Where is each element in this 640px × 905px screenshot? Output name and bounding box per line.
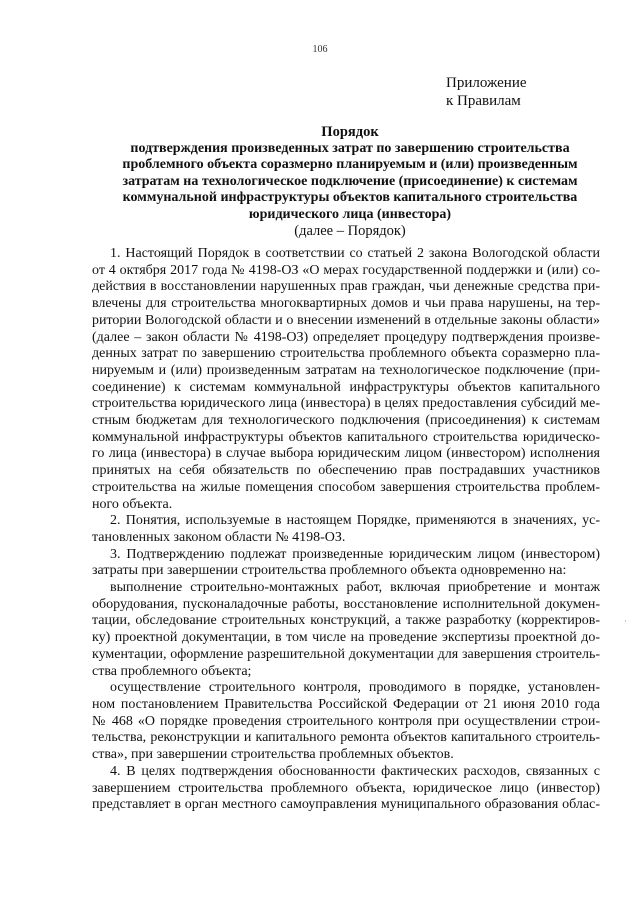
text-line: кументации, оформление разрешительной документации для завершения строитель- [92,646,600,662]
text-line: соединение) к системам коммунальной инфраструктуры объектов капитального [92,379,600,395]
text-line: влечены для строительства многоквартирных домов и чьи права нарушены, на тер- [92,296,600,312]
text-line: затраты при завершении строительства проблемного объекта одновременно на: [92,563,567,579]
text-line: оборудования, пусконаладочные работы, восстановление исполнительной докумен- [92,596,600,612]
text-line: завершением строительства проблемного объекта, юридическое лицо (инвестор) [92,780,600,796]
text-line: принятых на себя обязательств по обеспечению прав пострадавших участников [92,463,600,479]
text-line: ку) проектной документации, в том числе на проведение экспертизы проектной до- [92,630,600,646]
text-line: от 4 октября 2017 года № 4198-ОЗ «О мерах государственной поддержки и (или) со- [92,262,600,278]
text-line: ном постановлением Правительства Российской Федерации от 21 июня 2010 года [92,696,600,712]
text-line: го лица (инвестора) в случае выбора юридическим лицом (инвестором) исполнения [92,446,600,462]
text-line: ного объекта. [92,496,173,512]
text-line: осуществление строительного контроля, проводимого в порядке, установлен- [110,680,600,696]
text-line: нируемым и (или) произведенным затратам на технологическое подключение (при- [92,362,600,378]
text-line: строительства юридического лица (инвестора) в целях предоставления субсидий ме- [92,396,600,412]
appendix-note [446,74,527,110]
title-line: юридического лица (инвестора) [248,206,452,222]
text-line: ритории Вологодской области и о внесении изменений в отдельные законы области» [92,312,600,328]
text-line: денных затрат по завершению строительства проблемного объекта соразмерно пла- [92,346,600,362]
title-heading: Порядок [321,124,379,140]
text-line: 3. Подтверждению подлежат произведенные юридическим лицом (инвестором) [110,546,600,562]
text-line: ства проблемного объекта; [92,663,252,679]
title-line: затратам на технологическое подключение (присоединение) к системам [122,173,578,189]
text-line: тановленных законом области № 4198-ОЗ. [92,529,346,545]
paragraph [92,246,600,513]
text-line: ства», при завершении строительства проблемных объектов. [92,747,454,763]
text-line: (далее – закон области № 4198-ОЗ) определяет процедуру подтверждения произве- [92,329,600,345]
paragraph [92,580,600,680]
appendix-line: к Правилам [446,93,521,109]
text-line: строительства на жилые помещения способом завершения строительства проблем- [92,479,600,495]
text-line: тельства, реконструкции и капитального ремонта объектов капитального строитель- [92,730,600,746]
text-line: 1. Настоящий Порядок в соответствии со статьей 2 закона Вологодской области [110,246,600,261]
text-line: действия в восстановлении нарушенных прав граждан, чьи денежные средства при- [92,279,600,295]
title-line: подтверждения произведенных затрат по завершению строительства [130,140,570,156]
text-line: представляет в орган местного самоуправления муниципального образования облас- [92,797,600,813]
title-line: коммунальной инфраструктуры объектов капитального строительства [122,190,578,205]
paragraph [92,547,600,580]
text-line: коммунальной инфраструктуры объектов капитального строительства юридическо- [92,429,600,445]
document-body [92,246,600,814]
appendix-line: Приложение [446,75,527,91]
text-line: выполнение строительно-монтажных работ, включая приобретение и монтаж [110,580,600,596]
text-line: 2. Понятия, используемые в настоящем Порядке, применяются в значениях, ус- [110,513,600,529]
text-line: № 468 «О порядке проведения строительного контроля при осуществлении строи- [92,713,600,729]
document-title [92,124,608,240]
scan-mark: · [624,617,627,626]
title-line: проблемного объекта соразмерно планируемым и (или) произведенным [122,157,578,172]
paragraph [92,513,600,546]
page-number: 106 [312,44,328,55]
text-line: стным бюджетам для технологического подключения (присоединения) к системам [92,413,600,429]
text-line: тации, обследование строительных конструкций, а также разработку (корректиров- [92,613,600,629]
title-abbreviation: (далее – Порядок) [294,223,406,239]
paragraph [92,764,600,814]
text-line: 4. В целях подтверждения обоснованности фактических расходов, связанных с [110,763,600,779]
paragraph [92,680,600,764]
